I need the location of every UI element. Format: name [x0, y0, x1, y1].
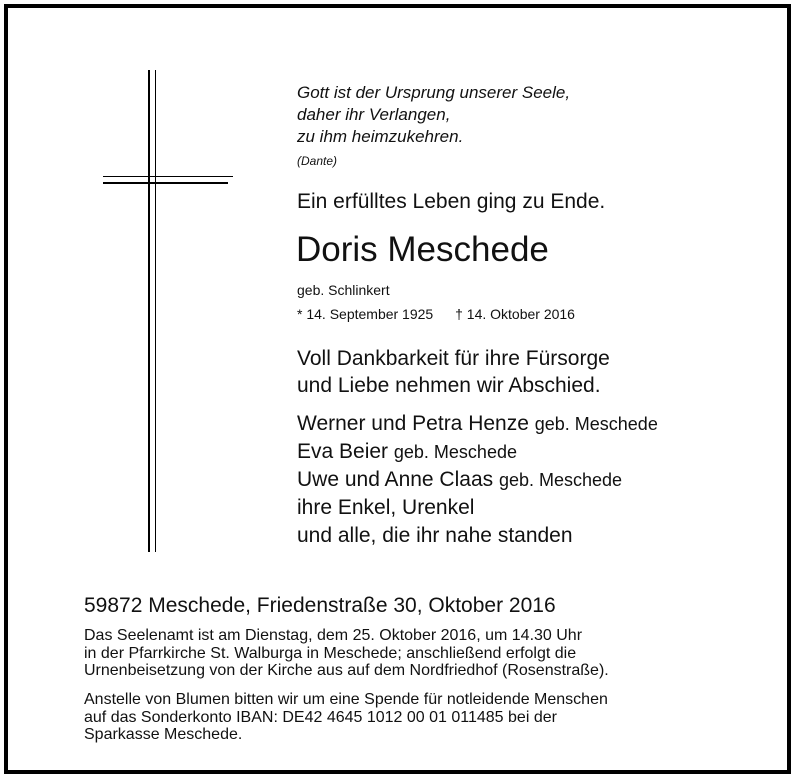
service-line: in der Pfarrkirche St. Walburga in Meschede; anschließend erfolgt die	[84, 644, 577, 662]
birth-date: * 14. September 1925	[297, 306, 434, 322]
mourner-sub: geb. Meschede	[534, 414, 658, 434]
mourner	[297, 410, 658, 438]
quote-line: daher ihr Verlangen,	[297, 105, 451, 124]
life-dates	[297, 306, 575, 322]
death-date: † 14. Oktober 2016	[455, 306, 575, 322]
mourner-name: und alle, die ihr nahe standen	[297, 524, 573, 547]
quote-author: (Dante)	[297, 154, 338, 168]
quote-line: Gott ist der Ursprung unserer Seele,	[297, 83, 571, 102]
mourner-name: Werner und Petra Henze	[297, 412, 529, 435]
mourner-name: Eva Beier	[297, 440, 389, 463]
mourner-name: ihre Enkel, Urenkel	[297, 496, 475, 519]
quote-line: zu ihm heimzukehren.	[297, 127, 464, 146]
donation-line: Sparkasse Meschede.	[84, 726, 243, 743]
donation-info	[84, 691, 608, 744]
mourners-list	[297, 410, 658, 550]
mourner	[297, 494, 658, 522]
mourner-sub: geb. Meschede	[393, 442, 517, 462]
headline: Ein erfülltes Leben ging zu Ende.	[297, 190, 606, 213]
mourner-sub: geb. Meschede	[498, 470, 623, 490]
thanks-line: und Liebe nehmen wir Abschied.	[297, 374, 601, 397]
mourner-name: Uwe und Anne Claas	[297, 468, 494, 491]
mourner	[297, 522, 658, 550]
thanks-text	[297, 345, 610, 399]
birth-name: geb. Schlinkert	[297, 282, 390, 298]
mourner	[297, 466, 658, 494]
donation-line: auf das Sonderkonto IBAN: DE42 4645 1012 00 01 011485 bei der	[84, 708, 557, 726]
thanks-line: Voll Dankbarkeit für ihre Fürsorge	[297, 347, 610, 370]
mourner	[297, 438, 658, 466]
service-line: Urnenbeisetzung von der Kirche aus auf dem Nordfriedhof (Rosenstraße).	[84, 662, 609, 679]
quote	[297, 82, 570, 148]
donation-line: Anstelle von Blumen bitten wir um eine Spende für notleidende Menschen	[84, 691, 608, 708]
deceased-name: Doris Meschede	[296, 230, 549, 269]
place-date: 59872 Meschede, Friedenstraße 30, Oktober 2016	[84, 594, 556, 617]
service-info	[84, 627, 609, 680]
service-line: Das Seelenamt ist am Dienstag, dem 25. Oktober 2016, um 14.30 Uhr	[84, 627, 583, 644]
